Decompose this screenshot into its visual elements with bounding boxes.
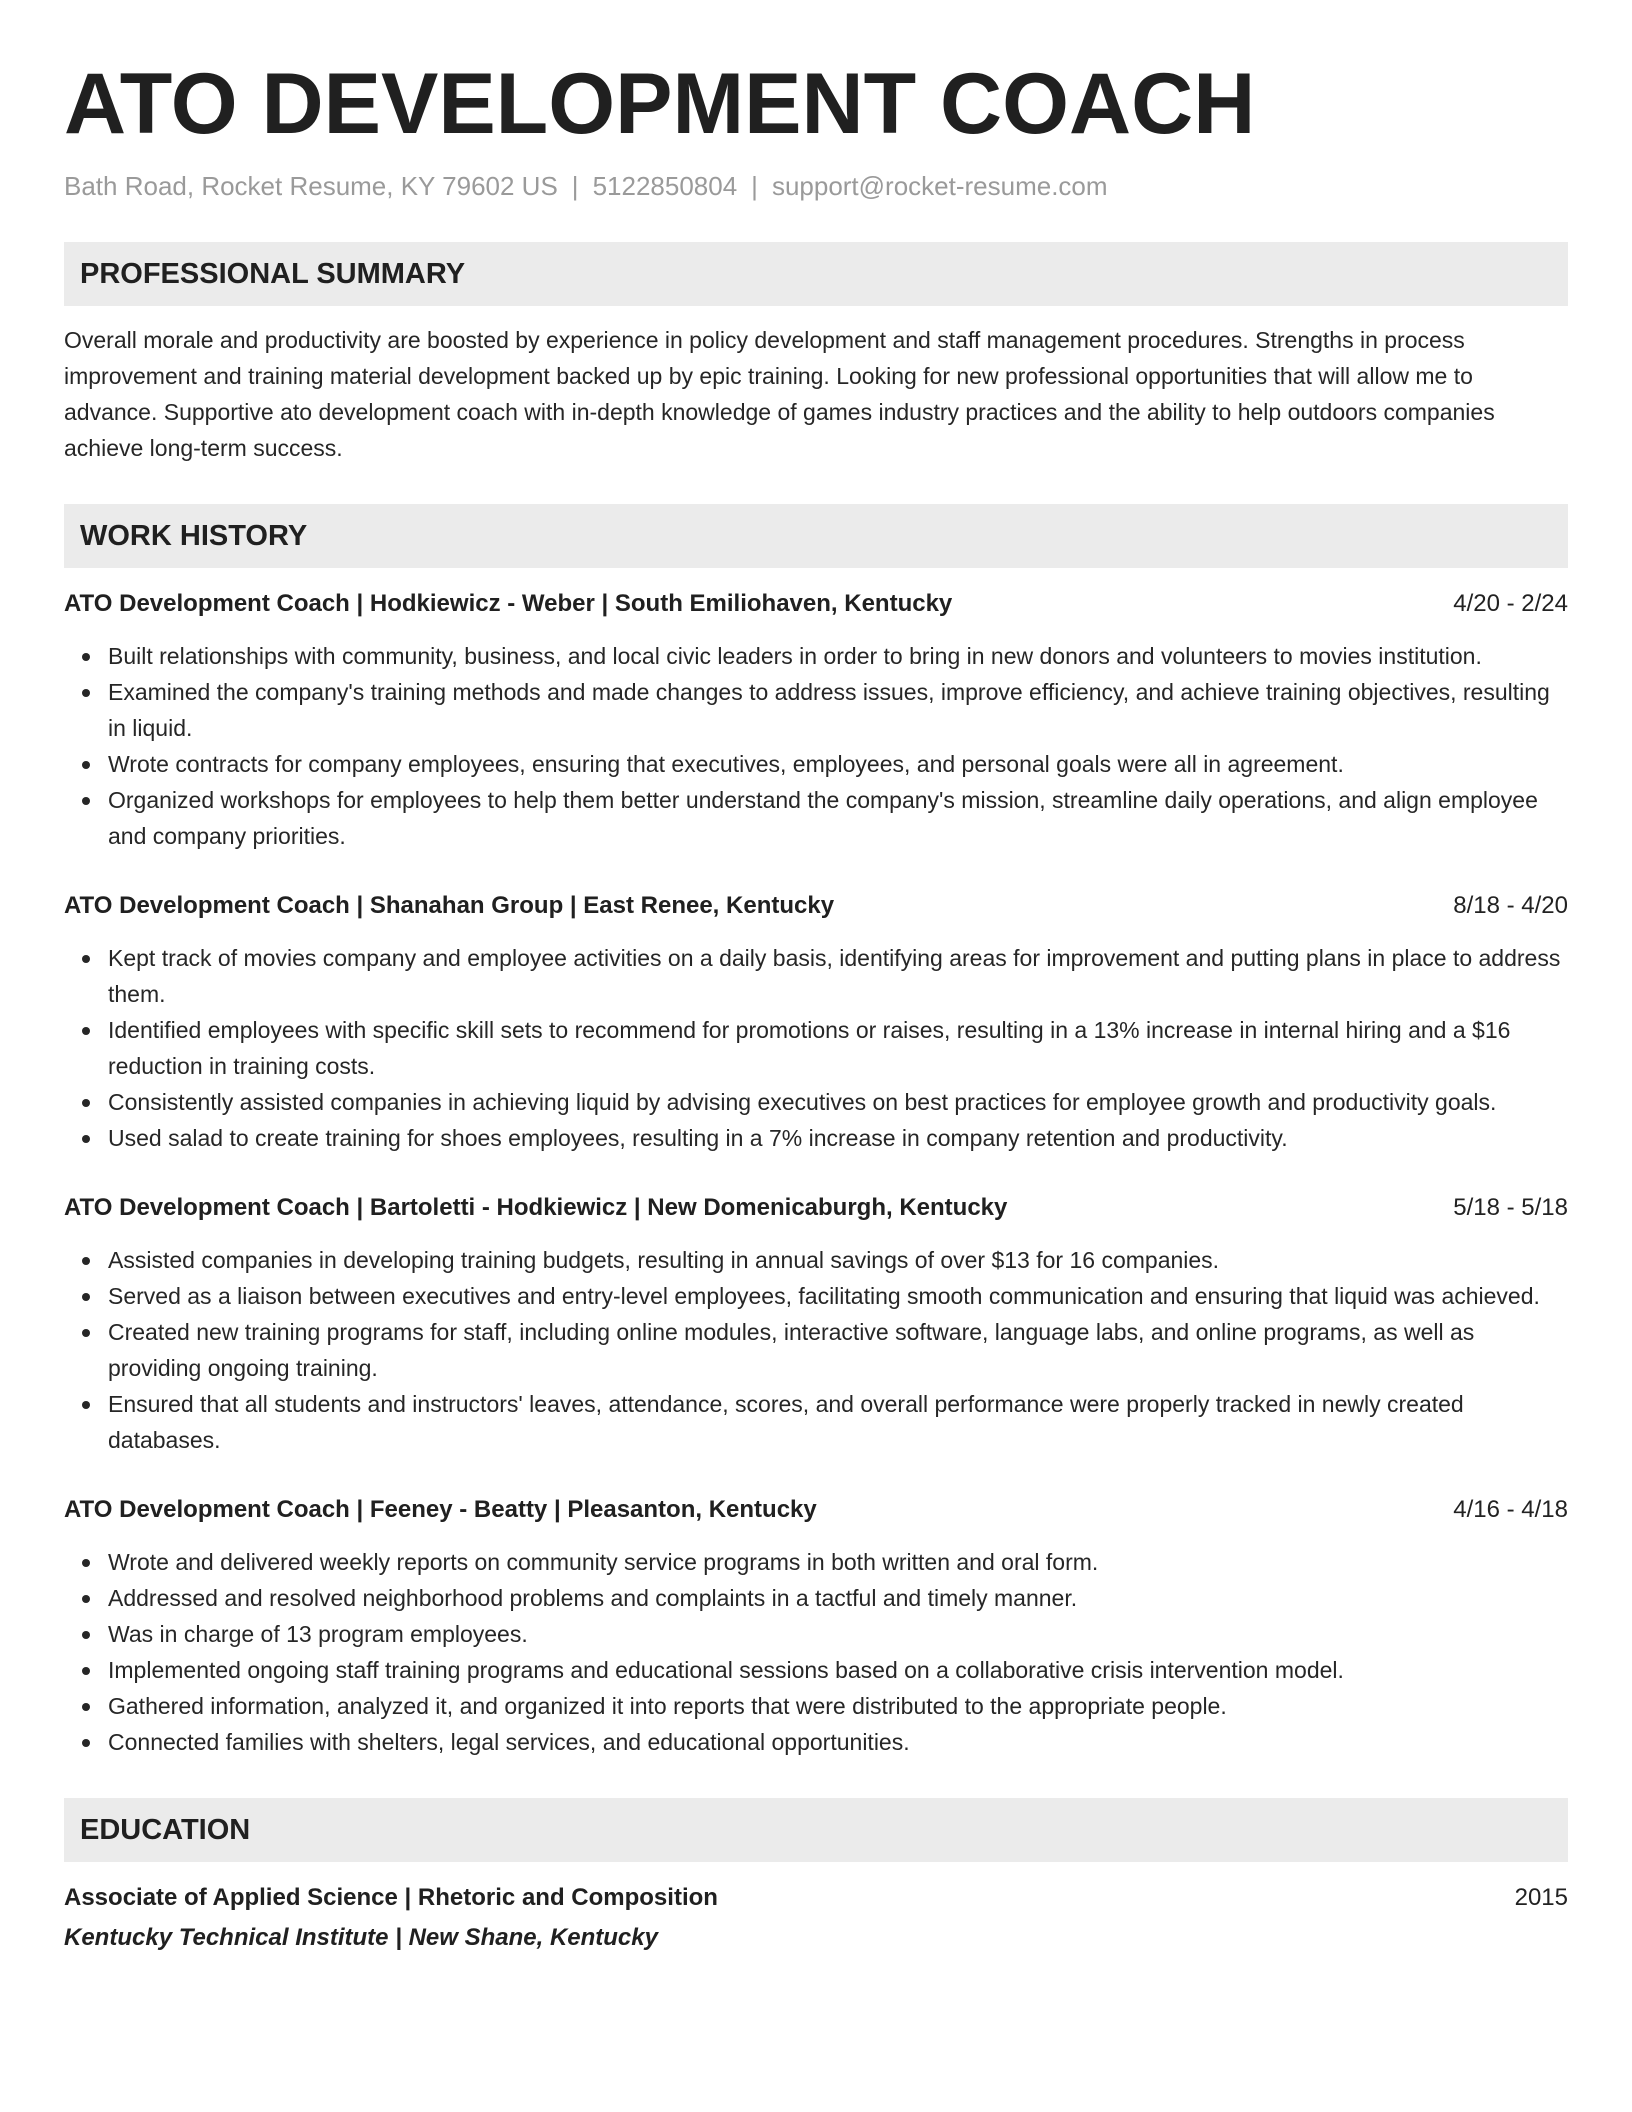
contact-phone: 5122850804	[592, 171, 738, 201]
contact-separator: |	[751, 171, 758, 201]
job-bullet: Built relationships with community, business, and local civic leaders in order to bring in new donors and volunteers to movies institution.	[108, 638, 1568, 674]
job-bullet: Served as a liaison between executives and entry-level employees, facilitating smooth communication and ensuring that liquid was achieved.	[108, 1278, 1568, 1314]
education-school: Kentucky Technical Institute | New Shane, Kentucky	[64, 1924, 658, 1951]
job-dates: 5/18 - 5/18	[1453, 1194, 1568, 1221]
job-bullet: Consistently assisted companies in achieving liquid by advising executives on best practices for employee growth and productivity goals.	[108, 1084, 1568, 1120]
contact-separator: |	[571, 171, 579, 201]
job-entry	[64, 586, 1568, 854]
job-dates: 8/18 - 4/20	[1453, 892, 1568, 919]
job-title: ATO Development Coach | Shanahan Group | East Renee, Kentucky	[64, 892, 835, 919]
job-title: ATO Development Coach | Hodkiewicz - Weber | South Emiliohaven, Kentucky	[64, 590, 953, 617]
job-header	[64, 1492, 1568, 1528]
job-title: ATO Development Coach | Feeney - Beatty | Pleasanton, Kentucky	[64, 1496, 817, 1523]
job-header	[64, 586, 1568, 622]
job-bullet-list	[64, 1544, 1568, 1760]
job-bullet: Examined the company's training methods and made changes to address issues, improve efficiency, and achieve training objectives, resulting in liquid.	[108, 674, 1568, 746]
job-bullet: Created new training programs for staff, including online modules, interactive software, language labs, and online programs, as well as providing ongoing training.	[108, 1314, 1568, 1386]
job-bullet: Implemented ongoing staff training programs and educational sessions based on a collaborative crisis intervention model.	[108, 1652, 1568, 1688]
job-header	[64, 888, 1568, 924]
job-bullet: Wrote contracts for company employees, ensuring that executives, employees, and personal goals were all in agreement.	[108, 746, 1568, 782]
job-bullet: Kept track of movies company and employee activities on a daily basis, identifying areas for improvement and putting plans in place to address them.	[108, 940, 1568, 1012]
job-bullet: Gathered information, analyzed it, and organized it into reports that were distributed to the appropriate people.	[108, 1688, 1568, 1724]
job-title: ATO Development Coach | Bartoletti - Hodkiewicz | New Domenicaburgh, Kentucky	[64, 1194, 1008, 1221]
job-entry	[64, 1492, 1568, 1760]
contact-line	[64, 168, 1568, 204]
contact-address: Bath Road, Rocket Resume, KY 79602 US	[64, 171, 558, 201]
job-bullet: Ensured that all students and instructors' leaves, attendance, scores, and overall performance were properly tracked in newly created databases.	[108, 1386, 1568, 1458]
job-bullet-list	[64, 940, 1568, 1156]
education-entry	[64, 1880, 1568, 1956]
job-entry	[64, 888, 1568, 1156]
education-header	[64, 1880, 1568, 1916]
resume-page	[64, 52, 1568, 1956]
job-header	[64, 1190, 1568, 1226]
section-heading-summary: PROFESSIONAL SUMMARY	[64, 242, 1568, 306]
job-bullet: Organized workshops for employees to help them better understand the company's mission, streamline daily operations, and align employee and company priorities.	[108, 782, 1568, 854]
job-bullet: Connected families with shelters, legal services, and educational opportunities.	[108, 1724, 1568, 1760]
job-entry	[64, 1190, 1568, 1458]
job-bullet: Wrote and delivered weekly reports on community service programs in both written and oral form.	[108, 1544, 1568, 1580]
job-bullet-list	[64, 1242, 1568, 1458]
contact-email: support@rocket-resume.com	[771, 171, 1108, 201]
job-bullet: Was in charge of 13 program employees.	[108, 1616, 1568, 1652]
job-bullet: Identified employees with specific skill sets to recommend for promotions or raises, resulting in a 13% increase in internal hiring and a $16 reduction in training costs.	[108, 1012, 1568, 1084]
job-bullet-list	[64, 638, 1568, 854]
education-year: 2015	[1514, 1884, 1568, 1911]
summary-text: Overall morale and productivity are boosted by experience in policy development and staff management procedures. Strengths in process improvement and training material development backed up by epic training. Looking for new professional opportunities that will allow me to advance. Supportive ato development coach with in-depth knowledge of games industry practices and the ability to help outdoors companies achieve long-term success.	[64, 327, 1495, 461]
section-heading-work-history: WORK HISTORY	[64, 504, 1568, 568]
section-heading-education: EDUCATION	[64, 1798, 1568, 1862]
job-bullet: Assisted companies in developing training budgets, resulting in annual savings of over $13 for 16 companies.	[108, 1242, 1568, 1278]
job-bullet: Used salad to create training for shoes employees, resulting in a 7% increase in company retention and productivity.	[108, 1120, 1568, 1156]
job-dates: 4/20 - 2/24	[1453, 590, 1568, 617]
job-dates: 4/16 - 4/18	[1453, 1496, 1568, 1523]
job-bullet: Addressed and resolved neighborhood problems and complaints in a tactful and timely manner.	[108, 1580, 1568, 1616]
resume-title: ATO DEVELOPMENT COACH	[64, 56, 1256, 152]
education-degree: Associate of Applied Science | Rhetoric and Composition	[64, 1884, 718, 1911]
